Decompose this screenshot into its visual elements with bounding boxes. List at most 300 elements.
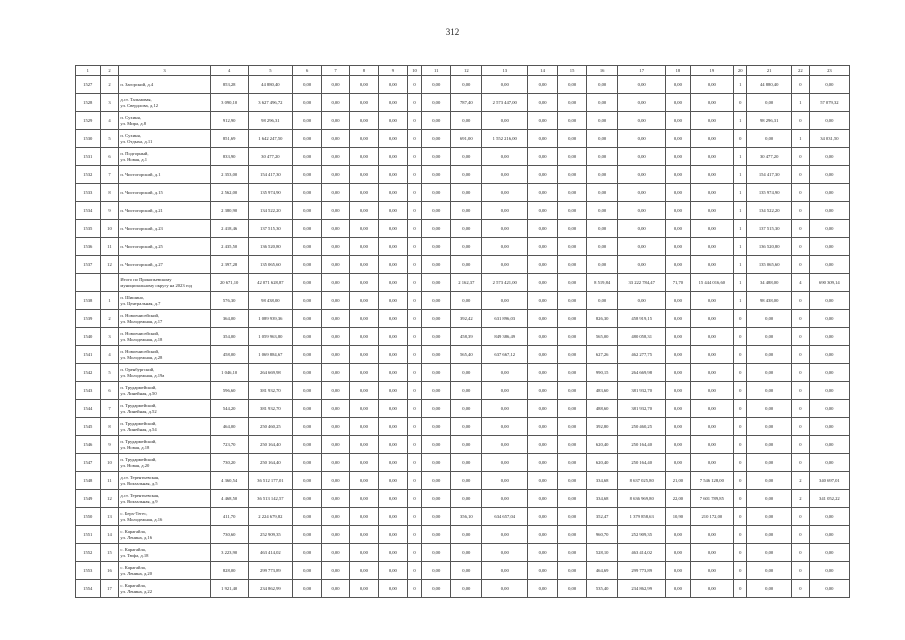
table-cell: 0,00 <box>422 400 451 418</box>
table-cell: 0 <box>791 292 809 310</box>
table-cell: 0,00 <box>690 580 733 598</box>
table-cell: 0,00 <box>349 238 378 256</box>
table-cell: 1531 <box>76 148 101 166</box>
table-cell: 1540 <box>76 328 101 346</box>
table-cell: 0,00 <box>809 346 849 364</box>
table-cell: 0,00 <box>558 328 587 346</box>
table-cell: 98 438,00 <box>747 292 792 310</box>
table-cell: 0,00 <box>690 256 733 274</box>
table-cell: 381 932,70 <box>618 382 666 400</box>
table-cell <box>76 274 101 292</box>
table-cell: 0,00 <box>690 184 733 202</box>
table-cell: 1549 <box>76 490 101 508</box>
table-cell: 0,00 <box>293 94 322 112</box>
table-cell: 0 <box>791 544 809 562</box>
table-cell: 0,00 <box>349 148 378 166</box>
table-cell: 0,00 <box>482 526 528 544</box>
table-cell: 2 162,37 <box>451 274 482 292</box>
table-cell: 7 <box>100 166 119 184</box>
table-cell: 13 <box>100 508 119 526</box>
table-cell: 0 <box>734 400 747 418</box>
table-cell: 0,00 <box>322 130 350 148</box>
table-cell: 0,00 <box>322 472 350 490</box>
table-cell: 16 <box>100 562 119 580</box>
table-cell: 0,00 <box>587 130 618 148</box>
table-cell: 0,00 <box>482 148 528 166</box>
table-cell: 0,00 <box>451 202 482 220</box>
table-cell: 0,00 <box>747 436 792 454</box>
table-cell: 0,00 <box>482 364 528 382</box>
table-cell: 0,00 <box>422 418 451 436</box>
table-cell: 0,00 <box>293 310 322 328</box>
table-row <box>76 256 850 274</box>
table-cell: 0,00 <box>558 292 587 310</box>
address-cell: с. Карагайла, ул. Ленина, д.20 <box>119 562 210 580</box>
table-cell: 0,00 <box>747 364 792 382</box>
table-cell: 134 522,20 <box>248 202 293 220</box>
table-cell: 0,00 <box>349 544 378 562</box>
table-cell: 1539 <box>76 310 101 328</box>
table-cell: 250 164,40 <box>248 436 293 454</box>
table-cell: 0,00 <box>587 166 618 184</box>
table-cell: 0,00 <box>322 148 350 166</box>
table-cell: 0,00 <box>293 490 322 508</box>
table-cell: 0,00 <box>747 508 792 526</box>
table-cell: 1530 <box>76 130 101 148</box>
table-row <box>76 310 850 328</box>
table-cell: 0,00 <box>690 562 733 580</box>
table-cell: 0,00 <box>528 562 558 580</box>
table-cell: 0,00 <box>558 256 587 274</box>
table-cell: 0 <box>791 526 809 544</box>
table-cell: 0,00 <box>587 292 618 310</box>
table-cell: 1533 <box>76 184 101 202</box>
table-cell: 0,00 <box>482 202 528 220</box>
table-cell: 137 515,30 <box>248 220 293 238</box>
table-row <box>76 148 850 166</box>
table-cell: 36 512 177,01 <box>248 472 293 490</box>
table-cell: 0 <box>734 454 747 472</box>
table-cell: 234 862,99 <box>618 580 666 598</box>
table-cell: 0,00 <box>666 112 691 130</box>
table-cell: 0 <box>407 112 421 130</box>
table-cell: 0 <box>407 382 421 400</box>
table-cell: 1 046,10 <box>210 364 248 382</box>
table-cell: 250 164,40 <box>248 454 293 472</box>
table-cell: 0,00 <box>293 130 322 148</box>
table-cell: 0,00 <box>378 166 407 184</box>
table-cell: 0,00 <box>482 418 528 436</box>
table-cell: 0 <box>791 76 809 94</box>
table-cell: 334,68 <box>587 472 618 490</box>
table-cell <box>100 274 119 292</box>
table-cell: 0 <box>791 508 809 526</box>
address-cell: с. Берх-Тегес, ул. Молодежная, д.16 <box>119 508 210 526</box>
table-cell: 1 <box>734 148 747 166</box>
table-cell: 354,00 <box>210 328 248 346</box>
table-cell: 57 079,32 <box>809 94 849 112</box>
table-cell: 0 <box>407 346 421 364</box>
table-cell: 2 562,00 <box>210 184 248 202</box>
table-cell: 0,00 <box>322 526 350 544</box>
table-cell: 3 627 496,72 <box>248 94 293 112</box>
table-cell: 0,00 <box>349 94 378 112</box>
table-cell: 1542 <box>76 364 101 382</box>
table-cell: 0,00 <box>378 580 407 598</box>
table-cell: 0 <box>407 508 421 526</box>
table-cell: 0,00 <box>558 112 587 130</box>
table-cell: 0 <box>734 526 747 544</box>
table-cell: 0,00 <box>587 148 618 166</box>
address-cell: д.ст. Терентьевская, ул. Вокзальная, д.5 <box>119 472 210 490</box>
table-cell: 0,00 <box>528 184 558 202</box>
table-cell: 340 697,01 <box>809 472 849 490</box>
column-header: 8 <box>349 66 378 76</box>
table-cell: 544,20 <box>210 400 248 418</box>
column-header: 13 <box>482 66 528 76</box>
table-cell: 0,00 <box>618 130 666 148</box>
page-number: 312 <box>445 27 460 37</box>
table-cell: 10,90 <box>666 508 691 526</box>
table-cell: 1547 <box>76 454 101 472</box>
table-cell: 0,00 <box>293 526 322 544</box>
table-cell: 0,00 <box>618 94 666 112</box>
table-cell: 0,00 <box>293 328 322 346</box>
table-cell: 44 880,40 <box>248 76 293 94</box>
table-cell: 0 <box>407 76 421 94</box>
table-cell: 0,00 <box>293 454 322 472</box>
table-cell: 4 <box>100 346 119 364</box>
table-cell: 0,00 <box>422 274 451 292</box>
table-cell: 0,00 <box>809 544 849 562</box>
table-cell: 0,00 <box>618 292 666 310</box>
table-cell: 3 090,10 <box>210 94 248 112</box>
table-cell: 1552 <box>76 544 101 562</box>
table-cell: 34 031,50 <box>809 130 849 148</box>
table-cell: 0,00 <box>293 544 322 562</box>
table-cell: 730,60 <box>210 526 248 544</box>
table-cell: 0,00 <box>322 544 350 562</box>
table-cell: 0 <box>407 418 421 436</box>
table-cell: 620,40 <box>587 436 618 454</box>
table-cell: 0 <box>734 418 747 436</box>
table-cell: 0,00 <box>293 382 322 400</box>
table-cell: 0,00 <box>528 274 558 292</box>
table-cell: 0,00 <box>451 562 482 580</box>
column-header: 14 <box>528 66 558 76</box>
table-cell: 0 <box>791 328 809 346</box>
table-cell: 0,00 <box>451 364 482 382</box>
table-cell: 0,00 <box>809 112 849 130</box>
column-header: 15 <box>558 66 587 76</box>
table-cell: 1528 <box>76 94 101 112</box>
address-cell: п. Трудармейский, ул. Новая, д.20 <box>119 454 210 472</box>
table-cell: 634 657,04 <box>482 508 528 526</box>
address-cell: п. Чистогорский, д.15 <box>119 184 210 202</box>
table-cell: 0,00 <box>422 148 451 166</box>
table-cell: 0,00 <box>451 400 482 418</box>
table-cell: 1551 <box>76 526 101 544</box>
table-cell: 0,00 <box>422 184 451 202</box>
table-cell: 98 296,31 <box>747 112 792 130</box>
table-cell: 0,00 <box>349 508 378 526</box>
table-cell: 1548 <box>76 472 101 490</box>
table-cell: 0,00 <box>293 436 322 454</box>
column-header: 17 <box>618 66 666 76</box>
table-cell: 0 <box>734 328 747 346</box>
table-body <box>76 76 850 598</box>
table-cell: 462 277,75 <box>618 346 666 364</box>
table-cell: 0,00 <box>587 112 618 130</box>
table-cell: 0 <box>791 436 809 454</box>
table-cell: 0,00 <box>528 130 558 148</box>
table-cell: 0,00 <box>690 346 733 364</box>
table-cell: 0,00 <box>322 94 350 112</box>
table-cell: 0 <box>734 472 747 490</box>
table-cell: 0 <box>407 256 421 274</box>
table-cell: 1534 <box>76 202 101 220</box>
table-cell: 4 <box>100 112 119 130</box>
table-cell: 1545 <box>76 418 101 436</box>
table-cell: 364,00 <box>210 310 248 328</box>
table-cell: 3 <box>100 94 119 112</box>
table-cell: 0,00 <box>558 580 587 598</box>
table-cell: 0,00 <box>293 364 322 382</box>
table-cell: 0,00 <box>482 472 528 490</box>
table-cell: 0,00 <box>809 292 849 310</box>
table-cell: 0,00 <box>378 292 407 310</box>
table-cell: 0,00 <box>747 418 792 436</box>
table-cell: 12 <box>100 490 119 508</box>
table-cell: 0,00 <box>378 418 407 436</box>
table-cell: 0,00 <box>690 436 733 454</box>
table-cell: 0,00 <box>482 112 528 130</box>
table-cell: 0,00 <box>482 238 528 256</box>
address-cell: п. Трудармейский, ул. Линейная, д.50 <box>119 382 210 400</box>
table-cell: 535,40 <box>587 580 618 598</box>
table-cell: 0,00 <box>378 112 407 130</box>
table-cell: 0,00 <box>666 526 691 544</box>
address-cell: п. Сухиня, ул. Отдыха, д.11 <box>119 130 210 148</box>
table-cell: 381 932,70 <box>248 382 293 400</box>
table-cell: 0 <box>407 436 421 454</box>
table-cell: 0,00 <box>349 418 378 436</box>
table-cell: 34 488,00 <box>747 274 792 292</box>
table-cell: 0,00 <box>809 400 849 418</box>
table-cell: 0,00 <box>558 202 587 220</box>
table-cell: 3 223,90 <box>210 544 248 562</box>
table-cell: 0,00 <box>482 256 528 274</box>
table-cell: 0,00 <box>349 112 378 130</box>
table-cell: 0 <box>407 238 421 256</box>
table-row <box>76 184 850 202</box>
table-cell: 0 <box>734 346 747 364</box>
table-cell: 0,00 <box>349 220 378 238</box>
table-cell: 0,00 <box>666 130 691 148</box>
table-cell: 5 <box>100 364 119 382</box>
table-cell: 0,00 <box>422 130 451 148</box>
table-cell: 0,00 <box>809 220 849 238</box>
table-cell: 0,00 <box>451 292 482 310</box>
table-cell: 0,00 <box>587 256 618 274</box>
table-cell: 0,00 <box>482 292 528 310</box>
table-cell: 0,00 <box>293 346 322 364</box>
table-cell: 0,00 <box>690 130 733 148</box>
table-cell: 0,00 <box>322 454 350 472</box>
table-cell: 0,00 <box>747 454 792 472</box>
table-cell: 0,00 <box>747 382 792 400</box>
table-row <box>76 292 850 310</box>
table-cell: 0,00 <box>690 94 733 112</box>
table-cell: 691,00 <box>451 130 482 148</box>
table-cell: 0,00 <box>482 220 528 238</box>
table-cell: 0,00 <box>528 364 558 382</box>
table-cell: 0,00 <box>747 310 792 328</box>
table-cell: 0 <box>791 346 809 364</box>
table-cell: 565,00 <box>587 328 618 346</box>
table-cell: 0,00 <box>451 526 482 544</box>
table-cell: 0,00 <box>528 76 558 94</box>
table-cell: 0,00 <box>482 76 528 94</box>
table-cell: 0,00 <box>809 418 849 436</box>
table-cell: 0,00 <box>378 436 407 454</box>
table-cell: 483,60 <box>587 382 618 400</box>
table-cell: 98 438,00 <box>248 292 293 310</box>
table-cell: 1 <box>734 220 747 238</box>
table-cell: 0,00 <box>528 508 558 526</box>
table-cell: 0,00 <box>378 544 407 562</box>
table-cell: 0,00 <box>558 166 587 184</box>
table-cell: 0,00 <box>666 562 691 580</box>
table-cell: 0,00 <box>322 310 350 328</box>
table-row <box>76 490 850 508</box>
table-row <box>76 166 850 184</box>
table-cell: 0,00 <box>809 238 849 256</box>
table-cell: 0,00 <box>422 76 451 94</box>
table-cell: 0,00 <box>349 328 378 346</box>
table-cell: 22,00 <box>666 490 691 508</box>
table-cell: 0,00 <box>809 310 849 328</box>
table-cell: 0,00 <box>618 202 666 220</box>
table-cell: 2 <box>791 490 809 508</box>
table-cell: 250 164,40 <box>618 454 666 472</box>
table-cell: 0,00 <box>378 454 407 472</box>
table-cell: 0,00 <box>690 202 733 220</box>
table-cell: 0 <box>407 328 421 346</box>
table-cell: 0,00 <box>378 400 407 418</box>
table-cell: 1 <box>734 238 747 256</box>
column-header: 23 <box>809 66 849 76</box>
table-cell: 0,00 <box>528 580 558 598</box>
table-cell: 0,00 <box>666 436 691 454</box>
column-header: 10 <box>407 66 421 76</box>
table-cell: 0,00 <box>322 166 350 184</box>
table-cell: 0,00 <box>558 346 587 364</box>
table-cell: 0,00 <box>422 112 451 130</box>
table-cell: 0,00 <box>528 490 558 508</box>
table-cell: 1550 <box>76 508 101 526</box>
header-row <box>76 66 850 76</box>
table-cell: 0,00 <box>349 580 378 598</box>
table-cell: 0,00 <box>482 562 528 580</box>
table-cell: 136 520,80 <box>747 238 792 256</box>
table-cell: 0 <box>407 184 421 202</box>
column-header: 22 <box>791 66 809 76</box>
table-cell: 0,00 <box>349 274 378 292</box>
address-cell: п. Загорский, д.4 <box>119 76 210 94</box>
table-cell: 9 <box>100 436 119 454</box>
table-cell: 0,00 <box>422 490 451 508</box>
table-cell: 0,00 <box>422 544 451 562</box>
table-cell: 4 468,50 <box>210 490 248 508</box>
table-cell: 0,00 <box>422 526 451 544</box>
table-cell: 0,00 <box>378 508 407 526</box>
table-cell: 7 601 789,85 <box>690 490 733 508</box>
table-cell: 620,40 <box>587 454 618 472</box>
table-row <box>76 436 850 454</box>
table-row <box>76 130 850 148</box>
table-cell: 0,00 <box>587 184 618 202</box>
table-cell: 0,00 <box>618 238 666 256</box>
table-cell: 0,00 <box>690 292 733 310</box>
table-cell: 0,00 <box>558 418 587 436</box>
table-cell: 627,26 <box>587 346 618 364</box>
table-cell: 0 <box>734 544 747 562</box>
table-cell: 1541 <box>76 346 101 364</box>
table-cell: 0,00 <box>528 328 558 346</box>
table-cell: 0,00 <box>482 544 528 562</box>
table-cell: 0,00 <box>558 274 587 292</box>
table-cell: 135 065,60 <box>248 256 293 274</box>
table-cell: 0 <box>791 148 809 166</box>
table-cell: 458,00 <box>210 346 248 364</box>
table-cell: 1538 <box>76 292 101 310</box>
table-cell: 1 <box>791 94 809 112</box>
table-cell: 0,00 <box>618 112 666 130</box>
address-cell: с. Карагайла, ул. Тюфа, д.18 <box>119 544 210 562</box>
table-cell: 0,00 <box>528 238 558 256</box>
table-cell: 0,00 <box>558 508 587 526</box>
table-cell: 0,00 <box>482 166 528 184</box>
table-cell: 0,00 <box>666 148 691 166</box>
table-cell: 0,00 <box>451 238 482 256</box>
table-cell: 787,40 <box>451 94 482 112</box>
table-cell: 0,00 <box>378 274 407 292</box>
table-cell: 0 <box>791 562 809 580</box>
table-cell: 0,00 <box>293 418 322 436</box>
table-cell: 1537 <box>76 256 101 274</box>
address-cell: д.ст. Терентьевская, ул. Вокзальная, д.9 <box>119 490 210 508</box>
table-cell: 0,00 <box>690 112 733 130</box>
table-cell: 0,00 <box>528 526 558 544</box>
table-cell: 42 071 628,87 <box>248 274 293 292</box>
table-cell: 352,47 <box>587 508 618 526</box>
table-cell: 0,00 <box>322 76 350 94</box>
table-cell: 0,00 <box>690 400 733 418</box>
table-cell: 137 515,30 <box>747 220 792 238</box>
table-cell: 299 773,89 <box>248 562 293 580</box>
table-cell: 0,00 <box>558 382 587 400</box>
table-cell: 0 <box>407 202 421 220</box>
table-cell: 98 296,31 <box>248 112 293 130</box>
table-cell: 0,00 <box>378 472 407 490</box>
table-cell: 0,00 <box>378 364 407 382</box>
table-cell: 0,00 <box>349 256 378 274</box>
table-cell: 960,70 <box>587 526 618 544</box>
table-cell: 0,00 <box>666 328 691 346</box>
table-cell: 4 360,54 <box>210 472 248 490</box>
table-cell: 0,00 <box>528 166 558 184</box>
